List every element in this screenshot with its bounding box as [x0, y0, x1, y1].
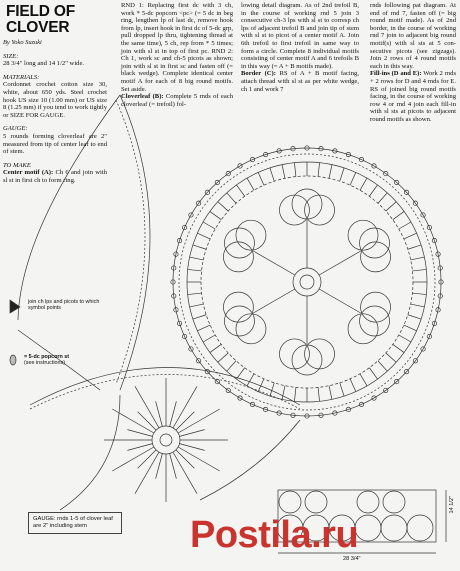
clover-leaf	[348, 314, 378, 344]
materials-heading: MATERIALS:	[3, 73, 40, 81]
stitch-line	[378, 193, 387, 203]
stitch-line	[203, 335, 215, 342]
star-ray	[138, 450, 156, 468]
stitch-line	[411, 257, 425, 260]
size-text: 28 3/4" long and 14 1/2" wide.	[3, 60, 85, 68]
size-heading: SIZE:	[3, 52, 19, 60]
stitch-line	[190, 304, 204, 307]
star-ray	[180, 444, 205, 451]
center-motif-paragraph	[3, 169, 107, 184]
instructions-column-4	[370, 2, 456, 124]
stitch-line	[399, 335, 411, 342]
star-ray	[127, 430, 152, 437]
stitch-line	[282, 165, 285, 179]
clover-stem	[319, 251, 361, 275]
stitch-line	[218, 202, 228, 211]
clover-leaf	[223, 242, 253, 272]
cloverleaf-paragraph	[121, 93, 233, 108]
border-paragraph	[241, 70, 359, 93]
stitch-line	[408, 245, 421, 249]
stitch-line	[386, 202, 396, 211]
stitch-line	[350, 379, 356, 392]
star-ray	[135, 386, 159, 428]
stitch-line	[270, 383, 274, 396]
stitch-line	[350, 172, 356, 185]
stitch-line	[197, 233, 210, 239]
star-ray	[138, 412, 156, 430]
clover-leaf	[348, 220, 378, 250]
legend-popcorn-note: (see instructions)	[24, 360, 66, 367]
stitch-line	[282, 386, 285, 400]
stitch-line	[197, 325, 210, 331]
star-ray	[173, 452, 197, 494]
star-ray	[135, 452, 159, 494]
stitch-line	[369, 185, 377, 196]
materials-text: Cordonnet crochet cotton size 30, white, about 650 yds. Steel crochet hook US size 10 (1.00 mm) or US size 8 (1.25 mm) if you tend to work tightly or SIZE FOR GAUGE.	[3, 81, 107, 119]
cloverleaf-text: Complete 5 rnds of each cloverleaf (= trefoil) fol-	[121, 93, 233, 108]
stitch-line	[340, 168, 344, 181]
border-text: RS of A + B motif facing, attach thread with sl st as per white wedge, ch 1 and work 7	[241, 70, 359, 93]
clover-leaf	[236, 314, 266, 344]
clover-leaf	[279, 195, 309, 225]
stitch-line	[411, 304, 425, 307]
stitch-line	[193, 245, 206, 249]
star-ray	[127, 444, 152, 451]
col3-text: lowing detail diagram. As of 2nd trefoil B, in the course of working rnd 5 join 3 consecutive ch-3 lps with sl st to corresp ch lps of adjacent trefoil B and join tip of stem with sl st to picot of a center motif A. Join 6th trefoil to first trefoil in same way to form a circle. Complete 8 individual motifs consisting of center motif A and 6 trefoils B in this way (= A + B motifs made).	[241, 2, 359, 70]
col2-text: RND 1: Replacing first dc with 3 ch, work * 5-dc popcorn <pc> (= 5 dc in beg ring, lengthen lp of last dc, remove hook from lp, insert hook in first dc of 5-dc grp, pull dropped lp thru, tightening thread at the same time), 5 ch, rep from * 5 times; join with sl st in top of first pc. RND 2: Ch 1, work sc and ch-5 picots as shown; join with sl st in first sc and fasten off (= black wedge). Complete identical center motif A for each of 8 big round motifs. Set aside.	[121, 2, 233, 93]
star-ray	[178, 409, 220, 433]
byline: By Yoko Suzuki	[3, 39, 42, 46]
stitch-line	[294, 387, 295, 401]
stitch-line	[247, 178, 254, 190]
star-ray	[176, 450, 194, 468]
stitch-line	[294, 163, 295, 177]
star-ray	[156, 454, 163, 479]
stitch-line	[258, 172, 264, 185]
star-ray	[178, 447, 220, 471]
legend-popcorn	[24, 354, 104, 367]
stitch-line	[386, 353, 396, 362]
stitch-line	[203, 222, 215, 229]
stitch-line	[193, 315, 206, 319]
stitch-line	[227, 361, 236, 371]
star-ray	[112, 409, 154, 433]
clover-stem	[319, 289, 361, 313]
gauge-box: GAUGE: rnds 1-5 of clover leaf are 2" including stem	[28, 512, 122, 534]
intro-column	[3, 0, 107, 185]
clover-leaf	[236, 220, 266, 250]
clover-leaf	[223, 292, 253, 322]
gauge-heading: GAUGE:	[3, 125, 28, 133]
col4-text2: Work 2 rnds + 2 rows for D and 4 rnds for E. RS of joined big round motifs facing, in the course of working row 4 or rnd 4 join each fill-in with sl sts at picots to adjacent round motifs as shown.	[370, 70, 457, 123]
fillins-label: Fill-ins (D and E):	[370, 70, 422, 78]
stitch-line	[210, 211, 221, 219]
stitch-line	[369, 368, 377, 379]
stitch-line	[340, 383, 344, 396]
stitch-line	[270, 168, 274, 181]
clover-leaf	[279, 339, 309, 369]
stitch-line	[378, 361, 387, 371]
legend-join: join ch lps and picots to which symbol points	[28, 299, 100, 312]
clover-leaf	[305, 339, 335, 369]
clover-leaf	[224, 306, 254, 336]
star-ray	[170, 401, 177, 426]
clover-stem	[253, 289, 295, 313]
center-text: Ch 6 and join with sl st in first ch to form ring.	[3, 169, 107, 184]
stitch-line	[360, 178, 367, 190]
dimension-height: 14 1/2"	[449, 496, 455, 514]
fillins-paragraph	[370, 70, 456, 123]
gauge-text: 5 rounds forming cloverleaf are 2" measured from tip of center leaf to end of stem.	[3, 132, 107, 156]
star-ray	[170, 454, 177, 479]
border-label: Border (C):	[241, 70, 276, 78]
star-ray	[176, 412, 194, 430]
stitch-line	[393, 344, 404, 352]
legend-popcorn-label: = 5-dc popcorn st	[24, 354, 70, 360]
watermark-logo: Postila.ru	[190, 514, 359, 556]
stitch-line	[404, 325, 417, 331]
stitch-line	[227, 193, 236, 203]
stitch-line	[404, 233, 417, 239]
star-ray	[156, 401, 163, 426]
clover-leaf	[361, 292, 391, 322]
stitch-line	[329, 165, 332, 179]
clover-stem	[253, 251, 295, 275]
stitch-line	[236, 368, 244, 379]
star-ray	[112, 447, 154, 471]
clover-leaf	[305, 195, 335, 225]
clover-leaf	[360, 228, 390, 258]
stitch-line	[236, 185, 244, 196]
instructions-column-3	[241, 2, 359, 93]
instructions-column-2	[121, 2, 233, 108]
stitch-line	[218, 353, 228, 362]
stitch-line	[190, 257, 204, 260]
dimension-width: 28 3/4"	[343, 556, 361, 562]
stitch-line	[393, 211, 404, 219]
star-ray	[173, 386, 197, 428]
stitch-line	[399, 222, 411, 229]
title-line2: CLOVER	[6, 19, 70, 36]
title-line1: FIELD OF	[6, 3, 76, 20]
col4-text1: rnds following pat diagram. At end of rnd 7, fasten off (= big round motif made). As of 2nd border, in the course of working rnd 7 join to adjacent big round motif(s) with sl sts at 5 con-secutive picots (see zigzags). Join 2 rows of 4 round motifs each in this way.	[370, 2, 456, 70]
stitch-line	[188, 293, 202, 294]
stitch-line	[329, 386, 332, 400]
tomake-heading: TO MAKE	[3, 161, 31, 169]
stitch-line	[210, 344, 221, 352]
clover-leaf	[292, 345, 322, 375]
stitch-line	[247, 374, 254, 386]
stitch-line	[408, 315, 421, 319]
stitch-line	[412, 269, 426, 270]
cloverleaf-label: Cloverleaf (B):	[121, 93, 164, 101]
clover-leaf	[292, 189, 322, 219]
stitch-line	[188, 269, 202, 270]
center-label: Center motif (A):	[3, 169, 54, 177]
clover-leaf	[361, 242, 391, 272]
clover-leaf	[224, 228, 254, 258]
stitch-line	[318, 163, 319, 177]
stitch-line	[412, 293, 426, 294]
clover-leaf	[360, 306, 390, 336]
star-ray	[180, 430, 205, 437]
stitch-line	[360, 374, 367, 386]
stitch-line	[318, 387, 319, 401]
